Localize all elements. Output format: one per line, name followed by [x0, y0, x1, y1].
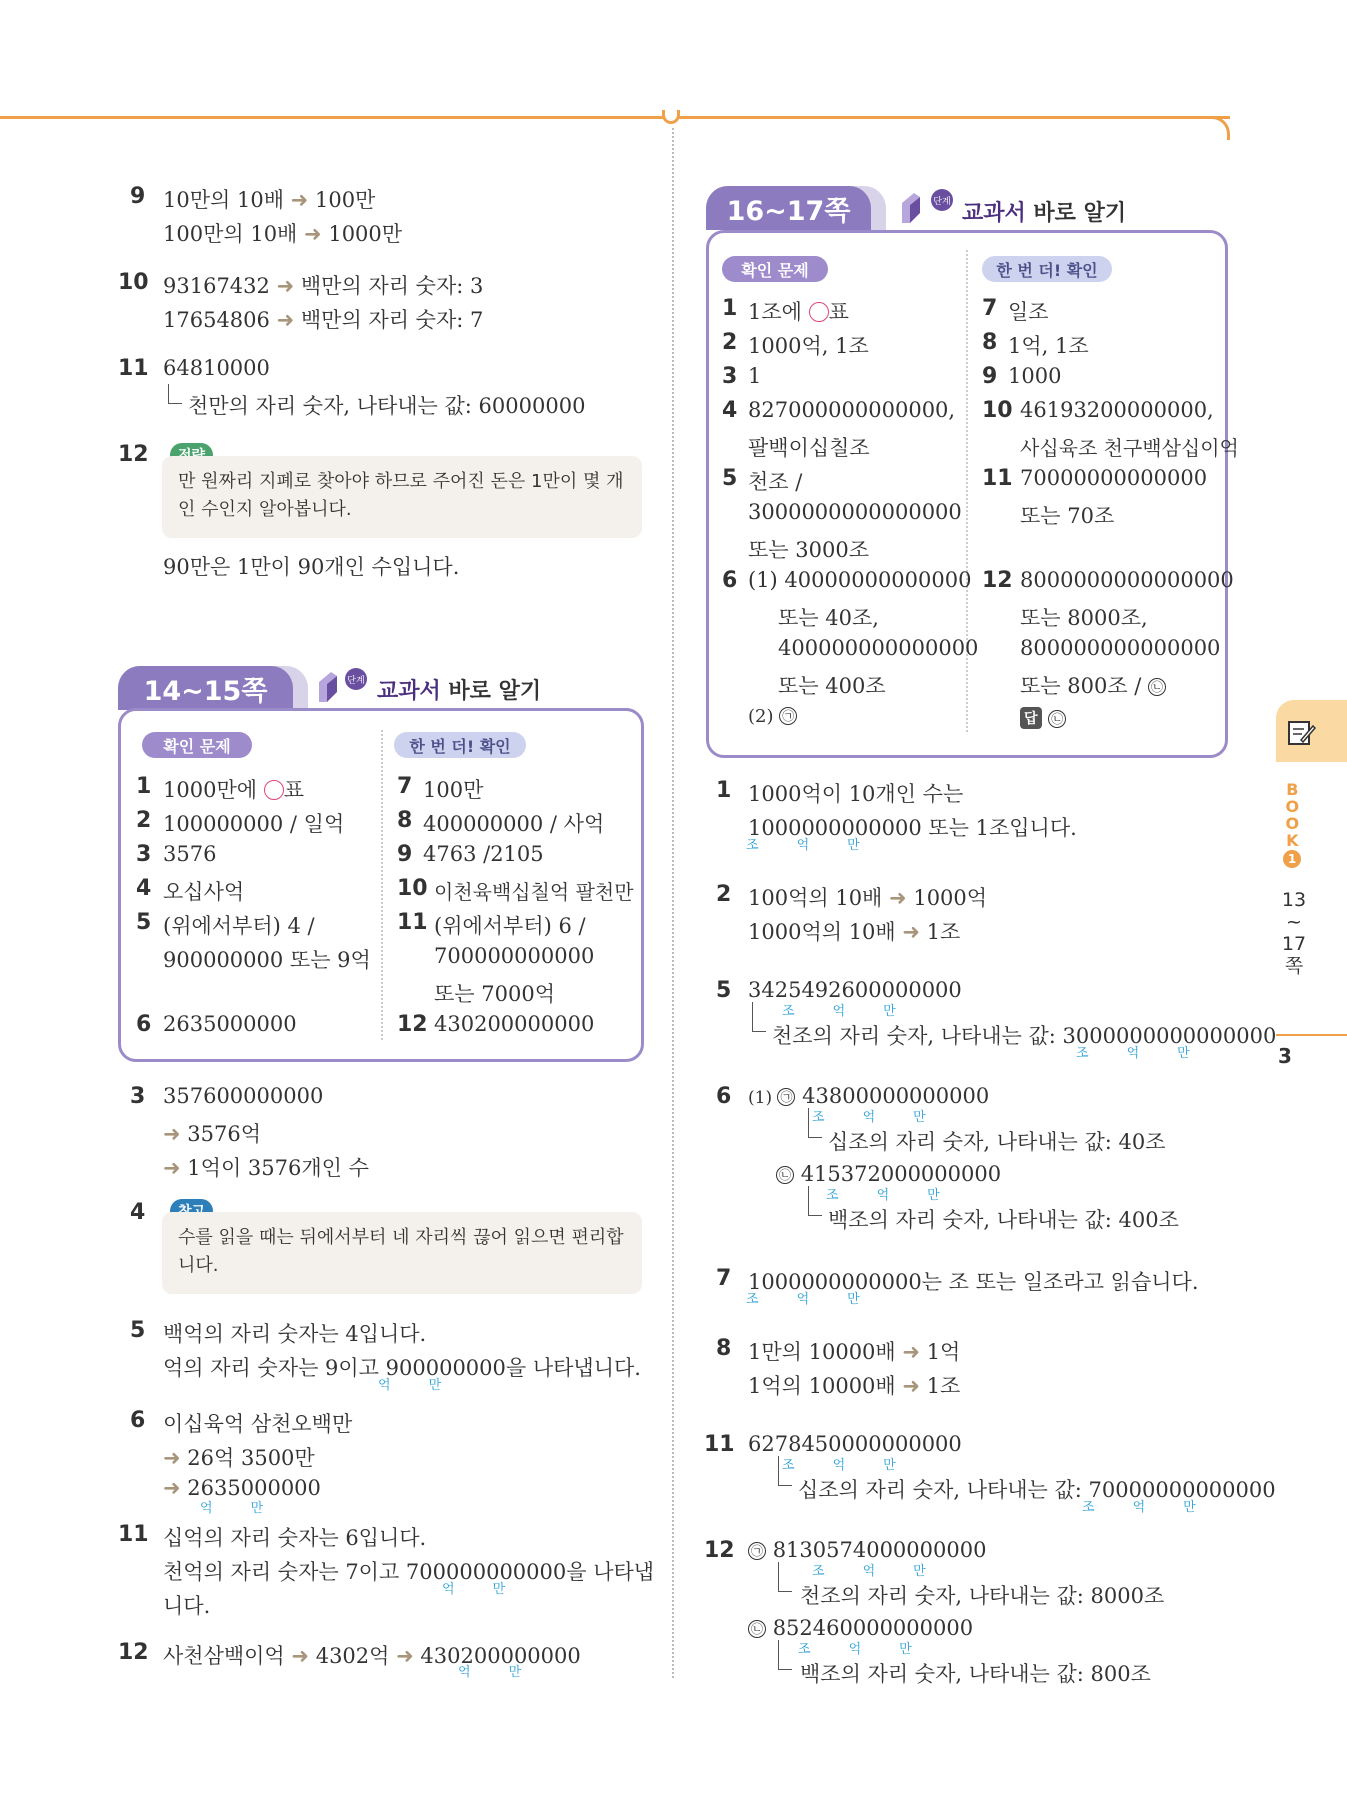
- answer-line: [748, 1336, 960, 1366]
- answer-line: [163, 1152, 369, 1182]
- answer-number: 7: [397, 774, 413, 799]
- place-marks: [458, 1661, 521, 1680]
- answer-text: 1억, 1조: [1008, 334, 1089, 358]
- answer-text: 17654806: [163, 308, 270, 332]
- place-mark: 조: [826, 1188, 839, 1203]
- answer-text: 백만의 자리 숫자: 7: [300, 308, 484, 332]
- section-title-a: 교과서: [962, 201, 1034, 226]
- strategy-note: 만 원짜리 지폐로 찾아야 하므로 주어진 돈은 1만이 몇 개인 수인지 알아봅니다.: [162, 456, 642, 538]
- place-mark: 억: [1126, 1046, 1140, 1061]
- answer-text: 십조의 자리 숫자, 나타내는 값: 70000000000000: [798, 1478, 1276, 1502]
- arrow-icon: ➜: [902, 1340, 920, 1364]
- answer-number: 12: [397, 1012, 428, 1037]
- answer-number: 1: [136, 774, 152, 799]
- page-range-tilde: ~: [1286, 910, 1302, 933]
- top-rule: [0, 116, 1230, 119]
- answer-text: 표: [828, 300, 849, 324]
- answer-line: [748, 916, 960, 946]
- answer-line: [163, 304, 483, 334]
- answer-text: 430200000000: [434, 1012, 595, 1036]
- page-range: [1281, 890, 1307, 977]
- answer-line: [163, 1118, 261, 1148]
- answer-text: 400000000000000: [778, 636, 979, 660]
- book-number-badge: 1: [1283, 850, 1301, 868]
- answer-text: 4302억: [315, 1644, 390, 1668]
- answer-text: 93167432: [163, 274, 270, 298]
- answer-line: [776, 1162, 1001, 1186]
- place-marks: [378, 1374, 441, 1393]
- answer-number: 9: [982, 364, 998, 389]
- bracket-line: [778, 1456, 792, 1486]
- place-mark: 만: [1177, 1046, 1190, 1061]
- korean-circle-b-icon: ㉡: [748, 1620, 766, 1638]
- answer-text: 1조: [926, 1374, 961, 1398]
- place-mark: 억: [796, 838, 810, 853]
- answer-text: 3425492600000000: [748, 978, 962, 1002]
- place-mark: 만: [913, 1110, 926, 1125]
- arrow-icon: ➜: [889, 886, 907, 910]
- answer-number: 6: [716, 1084, 732, 1109]
- pill-once-more: 한 번 더! 확인: [394, 732, 526, 758]
- place-marks: [746, 1288, 860, 1307]
- bracket-line: [808, 1108, 822, 1138]
- pill-check-problem: 확인 문제: [142, 732, 252, 758]
- arrow-icon: ➜: [163, 1446, 181, 1470]
- answer-text: 1조: [926, 920, 961, 944]
- answer-line: [748, 296, 849, 326]
- answer-number: 5: [130, 1318, 146, 1343]
- answer-text: 백조의 자리 숫자, 나타내는 값: 800조: [800, 1662, 1151, 1686]
- answer-text: 100만의 10배: [163, 222, 298, 246]
- answer-text: 43800000000000: [802, 1084, 990, 1108]
- korean-circle-a-icon: ㉠: [777, 1088, 795, 1106]
- answer-number: 2: [722, 330, 738, 355]
- answer-text: 백만의 자리 숫자: 3: [300, 274, 484, 298]
- answer-text: 천억의 자리 숫자는 7이고 700000000000을 나타냅: [163, 1560, 655, 1584]
- answer-number: 12: [118, 1640, 149, 1665]
- answer-text: 팔백이십칠조: [748, 436, 870, 460]
- answer-text: 이천육백십칠억 팔천만: [434, 880, 634, 904]
- place-marks: [782, 1000, 896, 1019]
- place-mark: 만: [428, 1378, 442, 1393]
- answer-text: 3576억: [187, 1122, 262, 1146]
- answer-number: 7: [716, 1266, 732, 1291]
- answer-text: 700000000000: [434, 944, 595, 968]
- column-divider: [672, 128, 674, 1678]
- korean-circle-a-icon: ㉠: [748, 1542, 766, 1560]
- answer-text: 6278450000000000: [748, 1432, 962, 1456]
- place-marks: [782, 1454, 896, 1473]
- answer-text: 46193200000000,: [1020, 398, 1214, 422]
- place-mark: 만: [508, 1665, 522, 1680]
- answer-number: 10: [118, 270, 149, 295]
- answer-text: 1000만에: [163, 778, 264, 802]
- answer-number: 12: [704, 1538, 735, 1563]
- arrow-icon: ➜: [290, 188, 309, 212]
- answer-text: 1000억이 10개인 수는: [748, 782, 964, 806]
- answer-text: 또는 3000조: [748, 538, 869, 562]
- answer-text: 1억의 10000배: [748, 1374, 896, 1398]
- answer-number: 8: [716, 1336, 732, 1361]
- answer-text: 사천삼백이억: [163, 1644, 285, 1668]
- answer-number: 9: [130, 184, 146, 209]
- place-mark: 조: [812, 1110, 825, 1125]
- box-divider: [381, 730, 383, 1040]
- place-marks: [1076, 1042, 1190, 1061]
- answer-text: 일조: [1008, 300, 1049, 324]
- answer-text: 64810000: [163, 356, 270, 380]
- book-label: [1283, 780, 1303, 868]
- answer-text: 70000000000000: [1020, 466, 1208, 490]
- answer-line: [1020, 670, 1166, 700]
- answer-text: 100억의 10배: [748, 886, 883, 910]
- answer-number: 4: [130, 1200, 146, 1225]
- step-badge: 단계: [345, 668, 367, 690]
- place-mark: 만: [1183, 1500, 1196, 1515]
- korean-circle-b-icon: ㉡: [1148, 678, 1166, 696]
- answer-text: 백조의 자리 숫자, 나타내는 값: 400조: [828, 1208, 1179, 1232]
- answer-text: 또는 8000조,: [1020, 606, 1148, 630]
- arrow-icon: ➜: [163, 1156, 181, 1180]
- step-flag-icon: [315, 668, 341, 704]
- section-title: [962, 196, 1126, 227]
- arrow-icon: ➜: [163, 1122, 181, 1146]
- place-mark: 만: [927, 1188, 940, 1203]
- section-title-b: 바로 알기: [1033, 201, 1127, 226]
- answer-text: 1000만: [328, 222, 403, 246]
- section-tab: 16~17쪽: [706, 186, 871, 230]
- answer-text: 천만의 자리 숫자, 나타내는 값: 60000000: [188, 394, 586, 418]
- page-range-start: 13: [1281, 889, 1307, 911]
- answer-text: 430200000000: [420, 1644, 581, 1668]
- answer-number: 10: [397, 876, 428, 901]
- answer-line: [163, 774, 304, 804]
- answer-number: 3: [136, 842, 152, 867]
- place-mark: 만: [847, 838, 860, 853]
- answer-text: 90만은 1만이 90개인 수입니다.: [163, 555, 460, 579]
- place-mark: 만: [913, 1564, 926, 1579]
- answer-line: [1020, 706, 1066, 730]
- place-marks: [798, 1638, 912, 1657]
- answer-number: 3: [130, 1084, 146, 1109]
- answer-text: 3576: [163, 842, 217, 866]
- section-title-b: 바로 알기: [448, 679, 542, 704]
- answer-line: [748, 706, 797, 727]
- answer-number: 9: [397, 842, 413, 867]
- top-rule-notch: [662, 110, 680, 124]
- section-tab: 14~15쪽: [118, 666, 293, 710]
- answer-line: [163, 218, 402, 248]
- answer-line: [748, 1084, 989, 1108]
- answer-number: 6: [722, 568, 738, 593]
- circle-mark-icon: [809, 302, 829, 322]
- answer-line: [163, 270, 483, 300]
- place-marks: [1082, 1496, 1196, 1515]
- answer-text: 사십육조 천구백삼십이억: [1020, 436, 1239, 460]
- bracket-line: [808, 1186, 822, 1216]
- answer-text: 1000000000000는 조 또는 일조라고 읽습니다.: [748, 1270, 1199, 1294]
- answer-badge: 답: [1020, 707, 1042, 729]
- answer-text: 415372000000000: [800, 1162, 1002, 1186]
- place-mark: 조: [782, 1004, 795, 1019]
- answer-text: 또는 800조 /: [1020, 674, 1149, 698]
- answer-text: 357600000000: [163, 1084, 324, 1108]
- arrow-icon: ➜: [902, 920, 920, 944]
- answer-text: 8000000000000000: [1020, 568, 1234, 592]
- answer-text: 또는 70조: [1020, 504, 1115, 528]
- place-mark: 조: [1082, 1500, 1095, 1515]
- answer-text: 오십사억: [163, 880, 245, 904]
- answer-text: 니다.: [163, 1594, 211, 1618]
- place-mark: 억: [848, 1642, 862, 1657]
- answer-text: 4763 /2105: [423, 842, 544, 866]
- pill-check-problem: 확인 문제: [722, 256, 828, 282]
- step-badge: 단계: [931, 189, 953, 211]
- bracket-line: [778, 1562, 792, 1592]
- answer-number: 4: [136, 876, 152, 901]
- answer-text: 천조 /: [748, 470, 803, 494]
- answer-text: 이십육억 삼천오백만: [163, 1412, 353, 1436]
- korean-circle-b-icon: ㉡: [1048, 710, 1066, 728]
- page-range-unit: 쪽: [1284, 954, 1304, 977]
- place-marks: [746, 834, 860, 853]
- answer-number: 3: [722, 364, 738, 389]
- answer-number: 8: [397, 808, 413, 833]
- place-marks: [812, 1560, 926, 1579]
- bracket-line: [778, 1640, 792, 1670]
- answer-number: 11: [118, 1522, 149, 1547]
- page-range-end: 17: [1281, 932, 1307, 955]
- answer-text: 십억의 자리 숫자는 6입니다.: [163, 1526, 427, 1550]
- answer-text: 1000: [1008, 364, 1062, 388]
- answer-text: 1000억의 10배: [748, 920, 896, 944]
- place-mark: 조: [812, 1564, 825, 1579]
- step-flag-icon: [898, 189, 924, 225]
- arrow-icon: ➜: [163, 1476, 181, 1500]
- answer-line: [163, 184, 375, 214]
- book-text: BOOK: [1282, 780, 1302, 848]
- top-rule-corner: [1206, 116, 1230, 140]
- answer-text: 827000000000000,: [748, 398, 956, 422]
- place-mark: 조: [746, 1292, 759, 1307]
- answer-number: 11: [982, 466, 1013, 491]
- place-marks: [812, 1106, 926, 1125]
- arrow-icon: ➜: [276, 274, 295, 298]
- section-title: [377, 674, 541, 705]
- answer-text: (1): [748, 1088, 778, 1108]
- section-title-a: 교과서: [377, 679, 449, 704]
- place-mark: 조: [746, 838, 759, 853]
- answer-text: 또는 7000억: [434, 982, 555, 1006]
- place-mark: 만: [492, 1582, 506, 1597]
- arrow-icon: ➜: [276, 308, 295, 332]
- korean-circle-b-icon: ㉡: [776, 1166, 794, 1184]
- arrow-icon: ➜: [396, 1644, 414, 1668]
- answer-line: [748, 1616, 973, 1640]
- answer-text: 1000000000000 또는 1조입니다.: [748, 816, 1077, 840]
- bracket-line: [752, 1002, 766, 1032]
- place-mark: 만: [899, 1642, 912, 1657]
- answer-number: 5: [716, 978, 732, 1003]
- answer-number: 12: [982, 568, 1013, 593]
- place-mark: 억: [862, 1564, 876, 1579]
- place-mark: 억: [832, 1458, 846, 1473]
- answer-number: 8: [982, 330, 998, 355]
- place-mark: 만: [883, 1458, 896, 1473]
- answer-number: 10: [982, 398, 1013, 423]
- answer-line: [748, 882, 987, 912]
- place-mark: 만: [883, 1004, 896, 1019]
- answer-number: 7: [982, 296, 998, 321]
- answer-number: 12: [118, 442, 149, 467]
- place-marks: [826, 1184, 940, 1203]
- answer-number: 11: [118, 356, 149, 381]
- notebook-icon: [1286, 718, 1316, 748]
- answer-number: 11: [704, 1432, 735, 1457]
- answer-text: 100000000 / 일억: [163, 812, 345, 836]
- place-mark: 억: [862, 1110, 876, 1125]
- place-mark: 억: [200, 1501, 213, 1516]
- arrow-icon: ➜: [291, 1644, 310, 1668]
- bracket-line: [168, 384, 182, 404]
- place-marks: [442, 1578, 505, 1597]
- answer-text: 또는 40조,: [778, 606, 879, 630]
- answer-number: 4: [722, 398, 738, 423]
- place-mark: 억: [378, 1378, 391, 1393]
- place-mark: 억: [876, 1188, 890, 1203]
- answer-line: [748, 1538, 986, 1562]
- answer-number: 1: [722, 296, 738, 321]
- answer-text: 억의 자리 숫자는 9이고 900000000을 나타냅니다.: [163, 1356, 641, 1380]
- answer-text: 십조의 자리 숫자, 나타내는 값: 40조: [828, 1130, 1166, 1154]
- answer-text: 백억의 자리 숫자는 4입니다.: [163, 1322, 427, 1346]
- answer-text: 1만의 10000배: [748, 1340, 896, 1364]
- answer-text: 100만: [314, 188, 376, 212]
- answer-text: (1) 40000000000000: [748, 568, 972, 592]
- answer-text: 2635000000: [163, 1012, 297, 1036]
- place-marks: [200, 1497, 263, 1516]
- arrow-icon: ➜: [902, 1374, 920, 1398]
- answer-text: 852460000000000: [772, 1616, 974, 1640]
- answer-text: 1000억: [913, 886, 988, 910]
- answer-line: [163, 1442, 315, 1472]
- answer-text: 1: [748, 364, 762, 388]
- answer-text: (위에서부터) 6 /: [434, 914, 586, 938]
- answer-text: 400000000 / 사억: [423, 812, 605, 836]
- answer-number: 6: [130, 1408, 146, 1433]
- place-mark: 조: [798, 1642, 811, 1657]
- answer-text: 1조에: [748, 300, 809, 324]
- answer-text: 표: [283, 778, 304, 802]
- answer-text: 1억이 3576개인 수: [187, 1156, 369, 1180]
- answer-text: 26억 3500만: [187, 1446, 315, 1470]
- place-mark: 억: [796, 1292, 810, 1307]
- answer-number: 2: [716, 882, 732, 907]
- answer-text: 3000000000000000: [748, 500, 962, 524]
- side-rule: [1276, 1034, 1347, 1036]
- answer-number: 5: [722, 466, 738, 491]
- answer-text: (위에서부터) 4 /: [163, 914, 315, 938]
- place-mark: 만: [847, 1292, 860, 1307]
- place-mark: 억: [458, 1665, 471, 1680]
- page-number: 3: [1278, 1044, 1292, 1068]
- place-mark: 억: [1132, 1500, 1146, 1515]
- answer-number: 6: [136, 1012, 152, 1037]
- answer-text: 1억: [926, 1340, 961, 1364]
- pill-once-more: 한 번 더! 확인: [982, 256, 1112, 282]
- place-mark: 억: [832, 1004, 846, 1019]
- answer-text: 10만의 10배: [163, 188, 284, 212]
- reference-note: 수를 읽을 때는 뒤에서부터 네 자리씩 끊어 읽으면 편리합니다.: [162, 1212, 642, 1294]
- answer-text: 또는 400조: [778, 674, 886, 698]
- place-mark: 조: [1076, 1046, 1089, 1061]
- answer-number: 5: [136, 910, 152, 935]
- place-mark: 조: [782, 1458, 795, 1473]
- korean-circle-a-icon: ㉠: [779, 707, 797, 725]
- answer-text: 2635000000: [187, 1476, 321, 1500]
- answer-text: 900000000 또는 9억: [163, 948, 371, 972]
- arrow-icon: ➜: [304, 222, 322, 246]
- answer-text: 800000000000000: [1020, 636, 1221, 660]
- answer-line: [748, 1370, 960, 1400]
- answer-text: (2): [748, 706, 780, 727]
- answer-text: 천조의 자리 숫자, 나타내는 값: 3000000000000000: [772, 1024, 1277, 1048]
- answer-number: 2: [136, 808, 152, 833]
- place-mark: 만: [250, 1501, 264, 1516]
- answer-number: 1: [716, 778, 732, 803]
- answer-text: 천조의 자리 숫자, 나타내는 값: 8000조: [800, 1584, 1165, 1608]
- place-mark: 억: [442, 1582, 455, 1597]
- answer-text: 100만: [423, 778, 484, 802]
- answer-number: 11: [397, 910, 428, 935]
- side-tab: [1276, 700, 1347, 762]
- answer-text: 8130574000000000: [772, 1538, 987, 1562]
- answer-text: 1000억, 1조: [748, 334, 869, 358]
- circle-mark-icon: [264, 780, 284, 800]
